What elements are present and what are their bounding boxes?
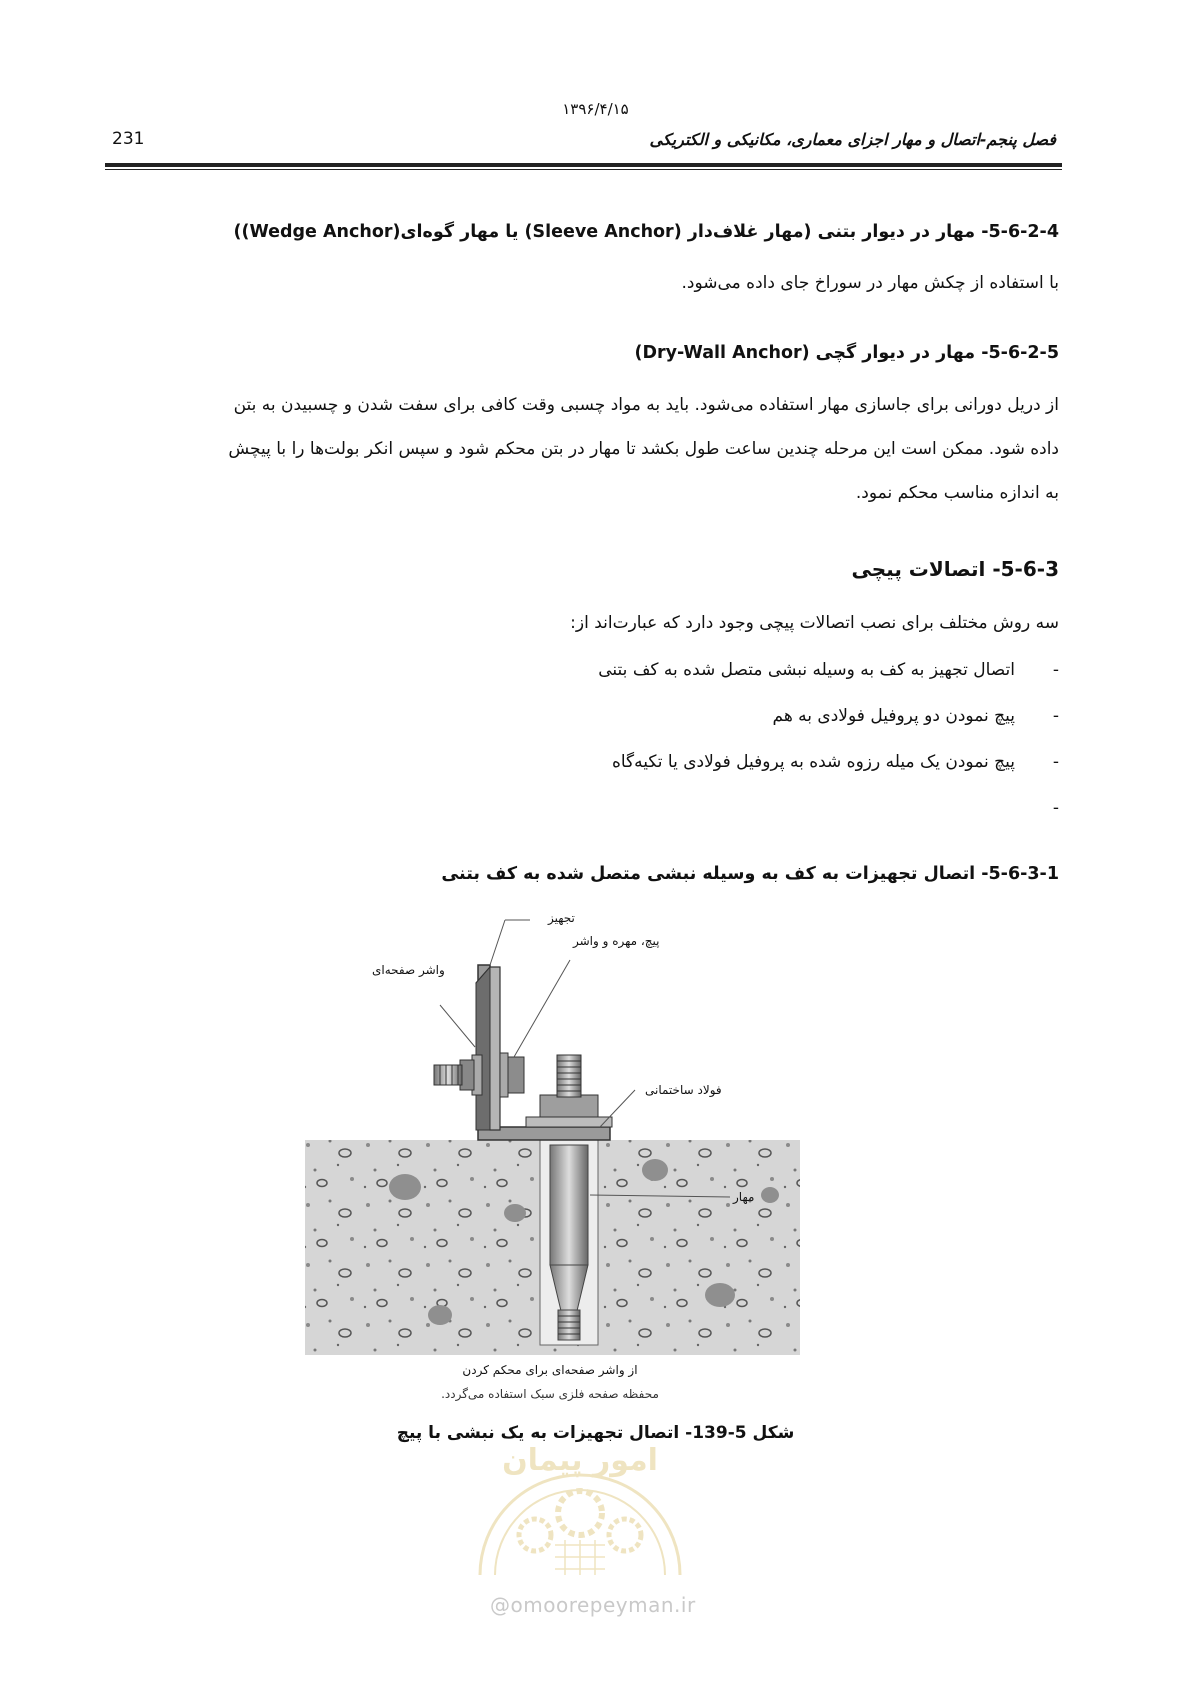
bullet-dash: - bbox=[1052, 798, 1059, 818]
watermark-logo bbox=[460, 1425, 700, 1580]
label-bolt-nut-washer: پیچ، مهره و واشر bbox=[573, 934, 660, 948]
section-heading-bolted-connections: 5-6-3- اتصالات پیچی bbox=[851, 557, 1059, 581]
chapter-title: فصل پنجم-اتصال و مهار اجزای معماری، مکانیکی و الکتریکی bbox=[649, 130, 1056, 149]
label-structural-steel: فولاد ساختمانی bbox=[645, 1083, 722, 1097]
list-item bbox=[612, 752, 1059, 772]
section-paragraph-drywall bbox=[135, 383, 1059, 515]
bullet-dash: - bbox=[1052, 706, 1059, 726]
label-anchor: مهار bbox=[733, 1190, 755, 1204]
section-heading-equipment-angle: 5-6-3-1- اتصال تجهیزات به کف به وسیله نبشی متصل شده به کف بتنی bbox=[441, 864, 1059, 884]
header-rule bbox=[105, 163, 1062, 167]
header-date: ۱۳۹۶/۴/۱۵ bbox=[562, 100, 629, 118]
section-heading-wedge-anchor: 5-6-2-4- مهار در دیوار بتنی (مهار غلاف‌دار (Sleeve Anchor) یا مهار گوه‌ای(Wedge Anchor)) bbox=[233, 222, 1059, 242]
header-rule-thin bbox=[105, 169, 1062, 170]
figure-caption: شکل 5-139- اتصال تجهیزات به یک نبشی با پیچ bbox=[396, 1423, 795, 1443]
list-item bbox=[1015, 798, 1059, 818]
watermark-logo-text: امور پیمان bbox=[502, 1443, 658, 1478]
anchor-sleeve bbox=[550, 1145, 588, 1265]
label-equipment: تجهیز bbox=[548, 911, 575, 925]
list-item-text: پیچ نمودن یک میله رزوه شده به پروفیل فولادی یا تکیه‌گاه bbox=[611, 752, 1015, 772]
list-item bbox=[598, 660, 1059, 680]
section-intro-bolted: سه روش مختلف برای نصب اتصالات پیچی وجود دارد که عبارت‌اند از: bbox=[570, 613, 1059, 633]
bullet-dash: - bbox=[1052, 660, 1059, 680]
page-number: 231 bbox=[112, 129, 145, 149]
bullet-dash: - bbox=[1052, 752, 1059, 772]
figure-note-line2: محفظه صفحه فلزی سبک استفاده می‌گردد. bbox=[441, 1387, 659, 1401]
paragraph-line: به اندازه مناسب محکم نمود. bbox=[855, 483, 1059, 503]
watermark-site: @omoorepeyman.ir bbox=[490, 1593, 696, 1617]
section-heading-drywall-anchor: 5-6-2-5- مهار در دیوار گچی (Dry-Wall Anchor) bbox=[634, 343, 1059, 363]
paragraph-line: داده شود. ممکن است این مرحله چندین ساعت طول بکشد تا مهار در بتن محکم شود و سپس انکر بولت‌ها را با پیچش bbox=[228, 439, 1059, 459]
figure-note-line1: از واشر صفحه‌ای برای محکم کردن bbox=[462, 1363, 638, 1377]
list-item-text: پیچ نمودن دو پروفیل فولادی به هم bbox=[772, 706, 1015, 726]
paragraph-line: از دریل دورانی برای جاسازی مهار استفاده می‌شود. باید به مواد چسبی وقت کافی برای سفت شدن و چسبیدن به بتن bbox=[233, 395, 1059, 415]
list-item bbox=[773, 706, 1060, 726]
label-plate-washer: واشر صفحه‌ای bbox=[372, 963, 445, 977]
section-text-wedge-anchor: با استفاده از چکش مهار در سوراخ جای داده می‌شود. bbox=[681, 273, 1059, 293]
list-item-text: اتصال تجهیز به کف به وسیله نبشی متصل شده به کف بتنی bbox=[598, 660, 1015, 680]
